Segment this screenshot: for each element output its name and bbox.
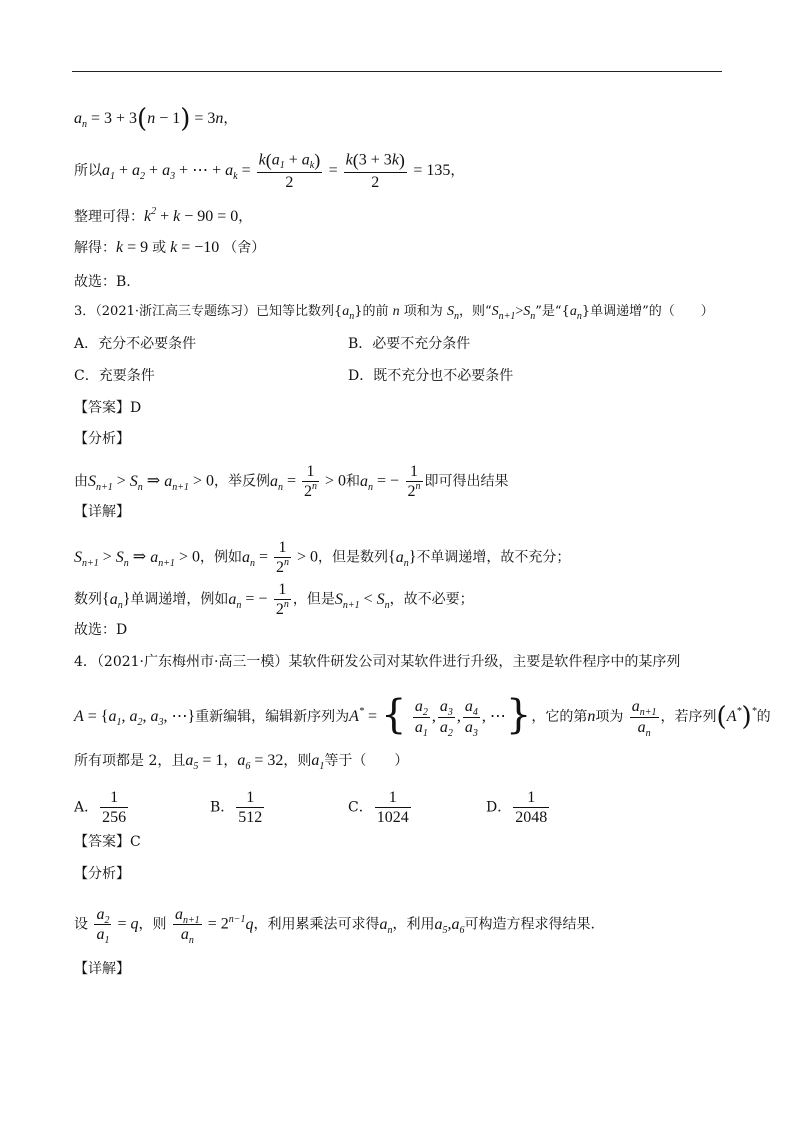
formula-solution: 解得：k = 9 或 k = −10 （舍） <box>74 239 266 256</box>
q3-detail-1: $S_{n+1} > S_n$ ⇒ $a_{n+1} > 0$，例如$a_n$ = $\frac{1}{2^n}$ > 0，但是数列$\{a_n\}$不单调递增，故不充分； <box>74 539 571 577</box>
q4-choice-b-frac <box>236 788 264 827</box>
frac-example-pos: $\frac{1}{2^n}$ <box>304 463 317 501</box>
l4-note: （舍） <box>223 240 266 256</box>
frac-example-neg: $\frac{1}{2^n}$ <box>407 463 421 501</box>
q4-l2-b: ，它的第 <box>531 709 588 725</box>
l4-or: 或 <box>152 240 167 256</box>
frac-recur: $\frac{a_{n+1}}{a_n}$ <box>174 906 200 947</box>
q3-conclusion: 故选：D <box>74 622 128 638</box>
l2-tail: ， <box>450 162 465 179</box>
l3-prefix: 整理可得： <box>74 209 144 225</box>
q3-detail1-c: 不单调递增，故不充分； <box>416 549 571 566</box>
q4-choice-d[interactable] <box>486 788 551 827</box>
q4-line2: $A = \{a_1$, $a_2$, $a_3$, ⋯}重新编辑，编辑新序列为A* = { $\frac{a_2}{a_1}$ , $\frac{a_3}{a_2}$ , $\frac{a_4}{a_3}$ , ⋯}，它的第n项为 $\frac{a_{n+1}}{a_n}$ ，若序列(A*)*的 <box>74 692 771 739</box>
frac-ratio-43: $\frac{a_4}{a_3}$ <box>464 698 478 739</box>
q4-choice-d-label: D． <box>486 799 512 816</box>
q4-choice-b[interactable] <box>210 788 266 827</box>
q3-analysis-b: ，举反例 <box>213 473 270 490</box>
q3-choice-a[interactable]: A．充分不必要条件 <box>74 336 197 352</box>
q4-choice-b-label: B． <box>210 799 235 816</box>
q4-choice-a-den: 256 <box>102 809 127 827</box>
q3-detail2-b: 单调递增，例如 <box>130 591 229 608</box>
q4-l2-d: ，若序列 <box>660 709 717 725</box>
q4-choice-c-den: 1024 <box>376 809 409 827</box>
frac-sum: $\frac{k(a_1 + a_k)}{2}$ <box>258 150 321 191</box>
q3-detail2-d: ，故不必要； <box>389 591 474 608</box>
q3-detail2-a: 数列 <box>74 591 102 608</box>
q3-detail2-c: ，但是 <box>292 591 335 608</box>
q3-analysis: 由$S_{n+1} > S_n$ ⇒ $a_{n+1} > 0$，举反例$a_n$ = $\frac{1}{2^n}$ > 0和$a_n$ = − $\frac{1}{2^n}$ 即可得出结果 <box>74 463 509 501</box>
q3-stem-b: }的前 <box>354 304 393 319</box>
q4-answer: 【答案】C <box>74 834 141 850</box>
formula-quadratic: 整理可得：$k^2 + k - 90 = 0$， <box>74 206 253 225</box>
q4-choice-b-num: 1 <box>236 788 264 808</box>
q4-analysis-c: ，利用累乘法可求得 <box>253 916 380 933</box>
q3-detail-title: 【详解】 <box>74 504 130 520</box>
q4-choice-a-label: A． <box>74 799 99 816</box>
q3-detail-2: 数列$\{a_n\}$单调递增，例如$a_n$ = − $\frac{1}{2^n}$ ，但是$S_{n+1} < S_n$，故不必要； <box>74 581 474 619</box>
q4-analysis-b: ，则 <box>138 916 167 933</box>
q4-l2-a: 重新编辑，编辑新序列为 <box>195 709 350 725</box>
q4-l3-b: ， <box>223 753 238 769</box>
q3-stem: 3．（2021·浙江高三专题练习）已知等比数列$\{a_n\}$的前 n 项和为 $S_n$，则“$S_{n+1}>S_n$”是“$\{a_n\}$单调递增”的（ ） <box>74 304 714 322</box>
q3-analysis-a: 由 <box>74 473 88 490</box>
q4-choice-d-num: 1 <box>513 788 549 808</box>
conclusion-q2: 故选：B. <box>74 274 131 290</box>
q4-choice-a-frac <box>100 788 128 827</box>
q4-choice-a-num: 1 <box>100 788 128 808</box>
q4-analysis-title: 【分析】 <box>74 866 130 882</box>
q4-l2-e: 的 <box>756 709 771 725</box>
q3-stem-a: 3．（2021·浙江高三专题练习）已知等比数列{ <box>74 304 343 319</box>
q3-choice-c[interactable]: C．充要条件 <box>74 368 155 384</box>
q3-detail1-b: ，但是数列 <box>318 549 389 566</box>
l2-prefix: 所以 <box>74 162 102 179</box>
frac-q: $\frac{a_2}{a_1}$ <box>96 906 110 947</box>
frac-detail-pos: $\frac{1}{2^n}$ <box>276 539 289 577</box>
q4-choice-c[interactable] <box>348 788 413 827</box>
q3-answer: 【答案】D <box>74 400 142 416</box>
q4-l2-c: 项为 <box>595 709 624 725</box>
q4-l3-d: 等于（ ） <box>324 753 409 769</box>
l1-tail: ， <box>223 111 238 127</box>
q4-choice-d-frac <box>513 788 549 827</box>
q3-analysis-c: 和 <box>346 473 361 490</box>
q4-detail-title: 【详解】 <box>74 961 130 977</box>
q4-choice-c-label: C． <box>348 799 373 816</box>
q3-stem-e: ”是“{ <box>535 304 570 319</box>
q4-stem: 4．（2021·广东梅州市·高三一模）某软件研发公司对某软件进行升级，主要是软件程序中的某序列 <box>74 654 681 670</box>
q3-analysis-d: 即可得出结果 <box>424 473 509 490</box>
header-rule <box>72 71 722 72</box>
frac-detail-neg: $\frac{1}{2^n}$ <box>275 581 289 619</box>
formula-an: $a_n = 3 + 3(n - 1) = 3n$， <box>74 104 238 134</box>
q3-choice-b[interactable]: B．必要不充分条件 <box>348 336 471 352</box>
q4-line3: 所有项都是 2，且$a_5 = 1$，$a_6 = 32$，则$a_1$等于（ ） <box>74 752 409 772</box>
l3-tail: ， <box>238 209 253 225</box>
q3-stem-c: 项和为 <box>399 304 447 319</box>
q4-analysis-d: ，利用 <box>392 916 435 933</box>
formula-sum: 所以$a_1 + a_2 + a_3$ + ⋯ + $a_k$ = $\frac{k(a_1 + a_k)}{2}$ = $\frac{k(3 + 3k)}{2}$ = 135， <box>74 150 465 191</box>
q3-choice-d[interactable]: D．既不充分也不必要条件 <box>348 368 514 384</box>
q3-analysis-title: 【分析】 <box>74 431 130 447</box>
q3-detail1-a: ，例如 <box>199 549 242 566</box>
q4-choice-b-den: 512 <box>238 809 263 827</box>
q3-stem-d: ，则“ <box>458 304 492 319</box>
q4-l3-a: 所有项都是 2，且 <box>74 753 186 769</box>
q3-stem-f: }单调递增”的（ ） <box>581 304 714 319</box>
frac-ratio-32: $\frac{a_3}{a_2}$ <box>439 698 453 739</box>
q4-analysis: 设 $\frac{a_2}{a_1}$ = q，则 $\frac{a_{n+1}}{a_n}$ = $2^{n-1}q$，利用累乘法可求得$a_n$，利用$a_5,a_6$可构造方程求得结果. <box>74 906 595 947</box>
frac-ratio-21: $\frac{a_2}{a_1}$ <box>414 698 428 739</box>
q4-choice-a[interactable] <box>74 788 130 827</box>
q4-choice-d-den: 2048 <box>515 809 548 827</box>
q4-choice-c-num: 1 <box>375 788 411 808</box>
frac-term-ratio: $\frac{a_{n+1}}{a_n}$ <box>631 698 657 739</box>
l4-prefix: 解得： <box>74 240 116 256</box>
q4-l3-c: ，则 <box>283 753 312 769</box>
q4-choice-c-frac <box>375 788 411 827</box>
q4-analysis-e: 可构造方程求得结果. <box>464 916 595 933</box>
frac-sum-k: $\frac{k(3 + 3k)}{2}$ <box>345 150 405 191</box>
q4-analysis-a: 设 <box>74 916 88 933</box>
